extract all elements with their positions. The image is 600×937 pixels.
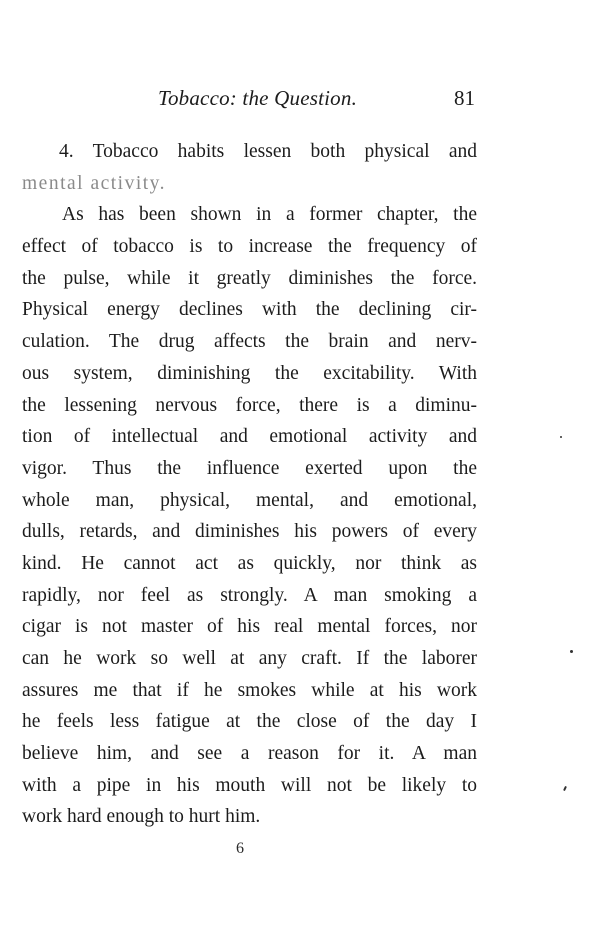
text-line: the pulse, while it greatly diminishes the force. (22, 267, 477, 289)
text-line: he feels less fatigue at the close of the day I (22, 711, 477, 733)
text-line: believe him, and see a reason for it. A man (22, 743, 477, 765)
text-line: mental activity. (22, 172, 167, 194)
text-line: can he work so well at any craft. If the laborer (22, 648, 477, 669)
text-line: dulls, retards, and diminishes his powers of every (22, 521, 477, 543)
text-line: work hard enough to hurt him. (22, 806, 261, 828)
running-title: Tobacco: the Question. (158, 86, 358, 110)
signature-mark: 6 (236, 840, 244, 857)
text-line: vigor. Thus the influence exerted upon the (22, 457, 477, 479)
text-line: assures me that if he smokes while at his work (22, 679, 477, 701)
text-line: As has been shown in a former chapter, the (62, 204, 477, 226)
text-line: cigar is not master of his real mental forces, nor (22, 616, 477, 638)
ink-speck (560, 436, 562, 438)
running-head (0, 86, 600, 116)
text-line: 4. Tobacco habits lessen both physical and (59, 141, 477, 162)
text-line: whole man, physical, mental, and emotional, (22, 489, 477, 511)
ink-speck (563, 786, 567, 791)
text-line: tion of intellectual and emotional activity and (22, 426, 477, 448)
text-line: with a pipe in his mouth will not be likely to (22, 774, 477, 796)
text-line: rapidly, nor feel as strongly. A man smoking a (22, 584, 477, 606)
text-line: culation. The drug affects the brain and nerv- (22, 331, 477, 353)
text-line: ous system, diminishing the excitability. With (22, 362, 477, 384)
body-text (22, 136, 477, 833)
text-line: the lessening nervous force, there is a diminu- (22, 394, 477, 416)
page-number: 81 (454, 86, 475, 110)
text-line: Physical energy declines with the declining cir- (22, 299, 477, 321)
text-line: kind. He cannot act as quickly, nor think as (22, 552, 477, 574)
text-line: effect of tobacco is to increase the frequency of (22, 236, 477, 258)
ink-speck (570, 650, 573, 653)
